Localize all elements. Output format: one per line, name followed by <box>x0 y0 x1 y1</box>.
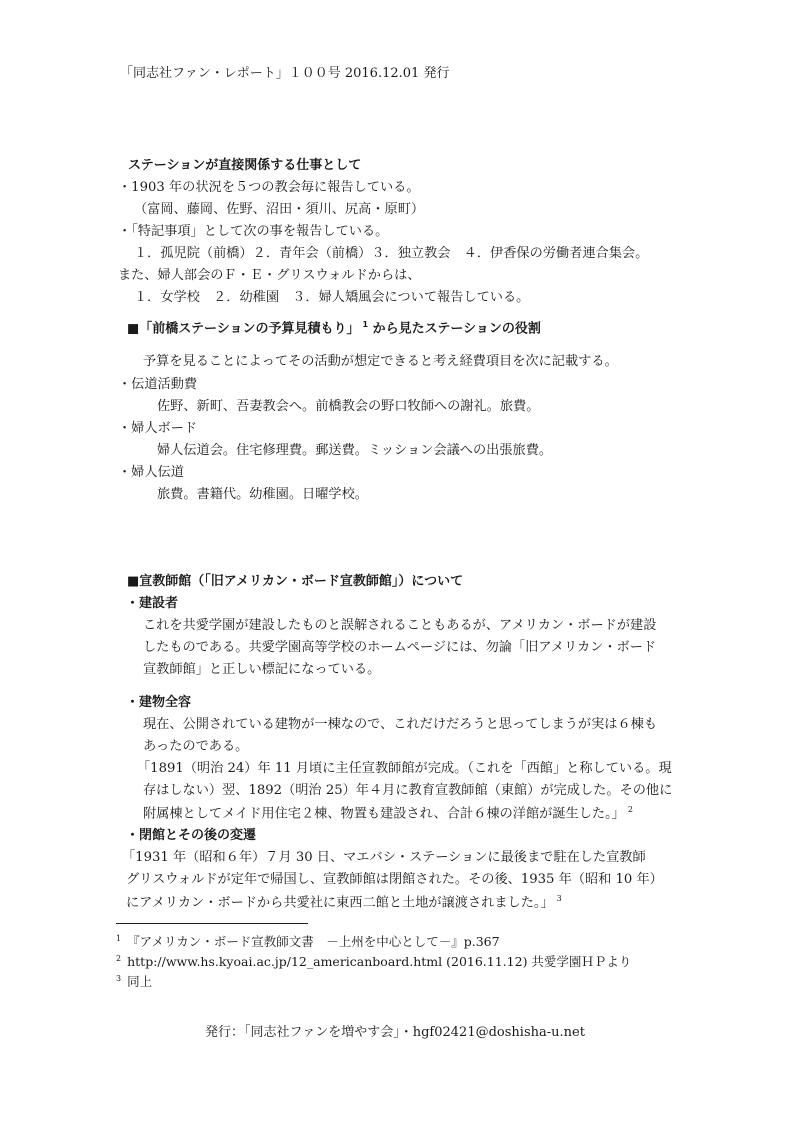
footnote-ref: 2 <box>627 805 633 814</box>
footnote-number: 1 <box>116 934 122 943</box>
page-header: 「同志社ファン・レポート」１００号 2016.12.01 発行 <box>120 66 450 81</box>
builder-line: 宣教師館」と正しい標記になっている。 <box>143 662 381 677</box>
section1-line: １．女学校 ２．幼稚園 ３．婦人矯風会について報告している。 <box>134 290 530 305</box>
buildings-line: 現在、公開されている建物が一棟なので、これだけだろうと思ってしまうが実は６棟も <box>143 717 658 732</box>
section1-line: ・1903 年の状況を５つの教会毎に報告している。 <box>118 180 420 195</box>
footnote-number: 3 <box>116 974 122 983</box>
section3-heading: ■宣教師館（「旧アメリカン・ボード宣教師館」）について <box>127 574 464 589</box>
budget-item-detail: 旅費。書籍代。幼稚園。日曜学校。 <box>157 487 368 502</box>
section2-heading-text: ■「前橋ステーションの予算見積もり」 <box>127 321 360 337</box>
builder-title: ・建設者 <box>126 596 179 611</box>
section2-heading <box>127 321 541 335</box>
builder-line: これを共愛学園が建設したものと誤解されることもあるが、アメリカン・ボードが建設 <box>143 618 657 633</box>
footnote-text: 同上 <box>127 974 153 989</box>
closing-line: 「1931 年（昭和６年）７月 30 日、マエバシ・ステーションに最後まで駐在した宣教師 <box>122 850 646 865</box>
section1-line: ・「特記事項」として次の事を報告している。 <box>118 224 389 239</box>
budget-item-title: ・婦人ボード <box>118 421 198 436</box>
footnote-text: 『アメリカン・ボード宣教師文書 －上州を中心として－』p.367 <box>127 934 500 949</box>
section2-heading-tail: から見たステーションの役割 <box>372 321 541 337</box>
closing-line: グリスウォルドが定年で帰国し、宣教師館は閉館された。その後、1935 年（昭和 10 年） <box>126 872 663 887</box>
buildings-line <box>143 806 633 821</box>
footnote-number: 2 <box>116 954 122 963</box>
closing-title: ・閉館とその後の変遷 <box>126 828 257 843</box>
footnote-divider <box>116 923 308 924</box>
closing-line <box>126 895 562 910</box>
budget-item-detail: 佐野、新町、吾妻教会へ。前橋教会の野口牧師への謝礼。旅費。 <box>157 399 540 414</box>
budget-item-title: ・伝道活動費 <box>118 377 198 392</box>
buildings-line: 「1891（明治 24）年 11 月頃に主任宣教師館が完成。（これを「西館」と称している。現 <box>137 761 672 776</box>
footnote-ref: 1 <box>362 320 369 329</box>
builder-line: したものである。共愛学園高等学校のホームページには、勿論「旧アメリカン・ボード <box>143 640 657 655</box>
section1-line: １．孤児院（前橋）２．青年会（前橋）３．独立教会 ４．伊香保の労働者連合集会。 <box>134 246 649 261</box>
buildings-line-text: 附属棟としてメイド用住宅２棟、物置も建設され、合計６棟の洋館が誕生した。」 <box>143 806 625 822</box>
closing-line-text: にアメリカン・ボードから共愛社に東西二館と土地が譲渡されました。」 <box>126 895 554 911</box>
section1-line: （富岡、藤岡、佐野、沼田・須川、尻高・原町） <box>134 202 425 217</box>
budget-item-detail: 婦人伝道会。住宅修理費。郵送費。ミッション会議への出張旅費。 <box>157 443 553 458</box>
footnote-text: http://www.hs.kyoai.ac.jp/12_americanboard.html (2016.11.12) 共愛学園ＨＰより <box>127 954 632 969</box>
buildings-line: あったのである。 <box>143 739 249 754</box>
section1-line: また、婦人部会のＦ・Ｅ・グリスウォルドからは、 <box>118 268 421 283</box>
buildings-title: ・建物全容 <box>126 695 192 710</box>
footnote <box>116 976 152 989</box>
page-footer: 発行：「同志社ファンを増やす会」・hgf02421@doshisha-u.net <box>205 1025 585 1040</box>
budget-item-title: ・婦人伝道 <box>118 465 184 480</box>
section2-intro: 予算を見ることによってその活動が想定できると考え経費項目を次に記載する。 <box>143 354 618 369</box>
buildings-line: 存はしない）翌、1892（明治 25）年４月に教育宣教師館（東館）が完成した。その他に <box>143 783 673 798</box>
footnote <box>116 936 500 949</box>
footnote-ref: 3 <box>556 894 562 903</box>
section1-heading: ステーションが直接関係する仕事として <box>128 158 362 173</box>
footnote <box>116 956 631 969</box>
